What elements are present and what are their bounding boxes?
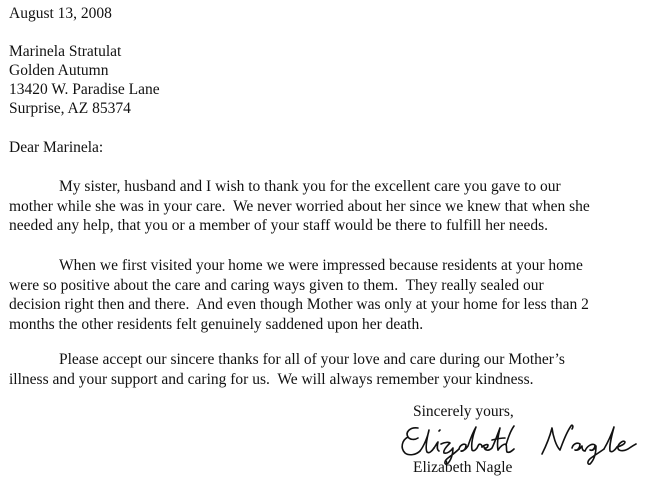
paragraph-line: illness and your support and caring for us. We will always remember your kindness. — [9, 370, 534, 388]
recipient-name: Marinela Stratulat — [9, 43, 122, 60]
letter-date: August 13, 2008 — [9, 5, 112, 22]
paragraph-line: were so positive about the care and caring ways given to them. They really sealed our — [9, 276, 544, 294]
paragraph-line: months the other residents felt genuinely saddened upon her death. — [9, 315, 424, 333]
body-paragraph-1 — [9, 177, 639, 236]
body-paragraph-3 — [9, 350, 639, 389]
paragraph-line: When we first visited your home we were impressed because residents at your home — [59, 257, 583, 274]
recipient-street: 13420 W. Paradise Lane — [9, 81, 160, 98]
paragraph-line: needed any help, that you or a member of your staff would be there to fulfill her needs. — [9, 217, 549, 234]
paragraph-line: mother while she was in your care. We never worried about her since we knew that when she — [9, 197, 590, 215]
recipient-city: Surprise, AZ 85374 — [9, 100, 131, 117]
paragraph-line: decision right then and there. And even though Mother was only at your home for less than 2 — [9, 296, 589, 313]
paragraph-line: Please accept our sincere thanks for all of your love and care during our Mother’s — [59, 351, 565, 368]
signer-name: Elizabeth Nagle — [413, 459, 513, 476]
signature-text: Elizabeth Nagle — [396, 418, 403, 419]
paragraph-line: My sister, husband and I wish to thank you for the excellent care you gave to our — [59, 178, 561, 195]
recipient-company: Golden Autumn — [9, 62, 109, 79]
body-paragraph-2 — [9, 256, 639, 334]
closing: Sincerely yours, — [413, 403, 514, 420]
greeting: Dear Marinela: — [9, 139, 104, 156]
